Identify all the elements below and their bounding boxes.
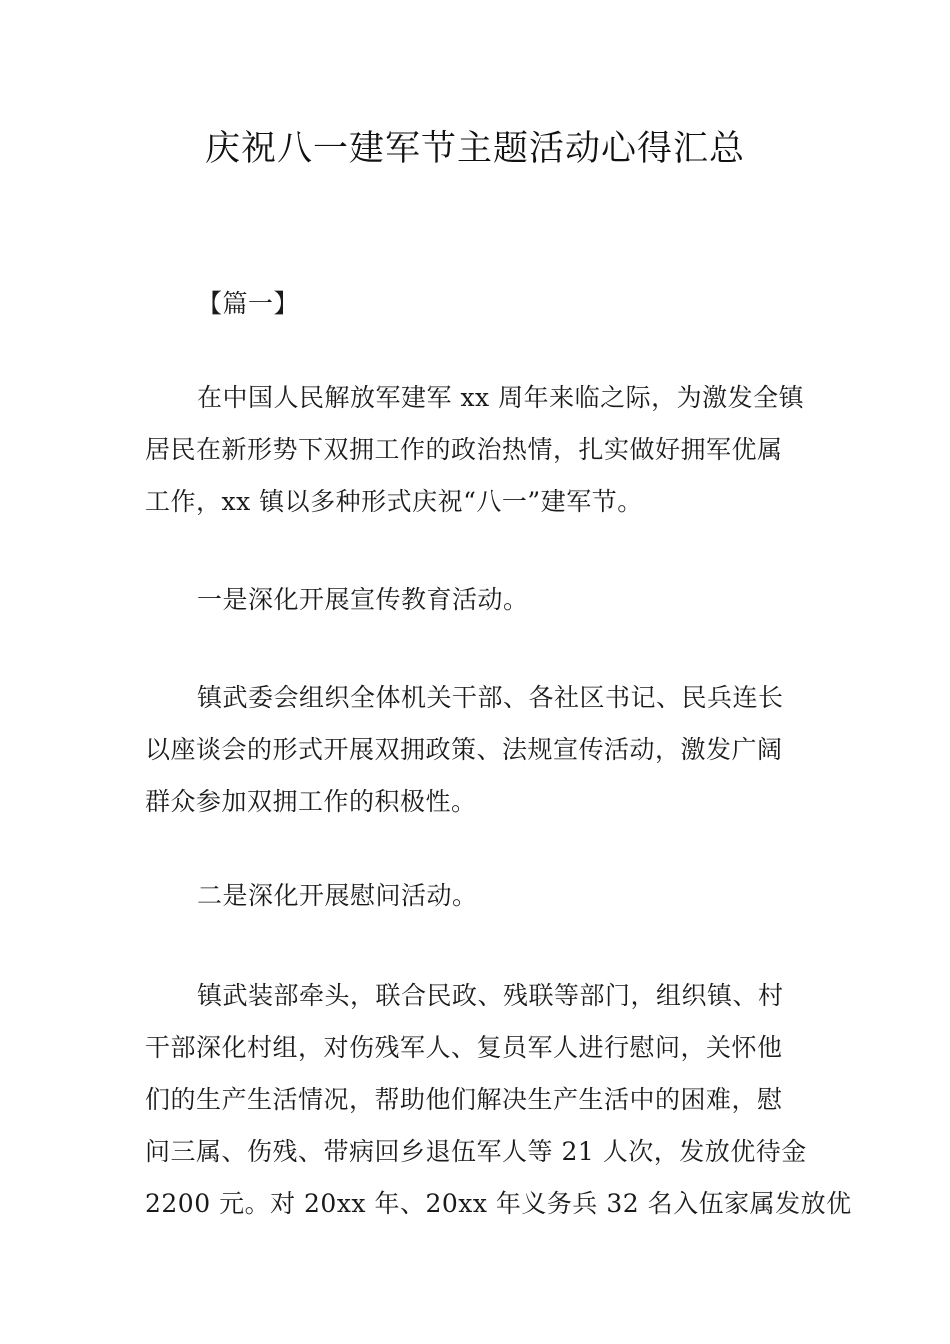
paragraph-line: 以座谈会的形式开展双拥政策、法规宣传活动，激发广阔 xyxy=(145,735,783,764)
paragraph-line: 问三属、伤残、带病回乡退伍军人等 21 人次，发放优待金 xyxy=(145,1137,807,1166)
subheading-publicity xyxy=(145,574,807,626)
section-label xyxy=(145,278,807,330)
document-title: 庆祝八一建军节主题活动心得汇总 xyxy=(204,129,745,169)
paragraph-line: 2200 元。对 20xx 年、20xx 年义务兵 32 名入伍家属发放优 xyxy=(145,1189,852,1218)
section-label-text: 【篇一】 xyxy=(197,289,300,318)
paragraph-line: 群众参加双拥工作的积极性。 xyxy=(145,787,477,816)
subheading-text: 一是深化开展宣传教育活动。 xyxy=(197,585,529,614)
paragraph-visits xyxy=(145,970,852,1230)
subheading-text: 二是深化开展慰问活动。 xyxy=(197,881,478,910)
paragraph-line: 居民在新形势下双拥工作的政治热情，扎实做好拥军优属 xyxy=(145,435,783,464)
paragraph-intro xyxy=(145,372,807,528)
paragraph-line: 工作，xx 镇以多种形式庆祝“八一”建军节。 xyxy=(145,487,643,516)
paragraph-line: 在中国人民解放军建军 xx 周年来临之际，为激发全镇 xyxy=(197,383,805,412)
paragraph-line: 们的生产生活情况，帮助他们解决生产生活中的困难，慰 xyxy=(145,1085,783,1114)
subheading-visits xyxy=(145,870,807,922)
paragraph-line: 干部深化村组，对伤残军人、复员军人进行慰问，关怀他 xyxy=(145,1033,783,1062)
paragraph-publicity xyxy=(145,672,807,828)
paragraph-line: 镇武委会组织全体机关干部、各社区书记、民兵连长 xyxy=(197,683,784,712)
paragraph-line: 镇武装部牵头，联合民政、残联等部门，组织镇、村 xyxy=(197,981,784,1010)
